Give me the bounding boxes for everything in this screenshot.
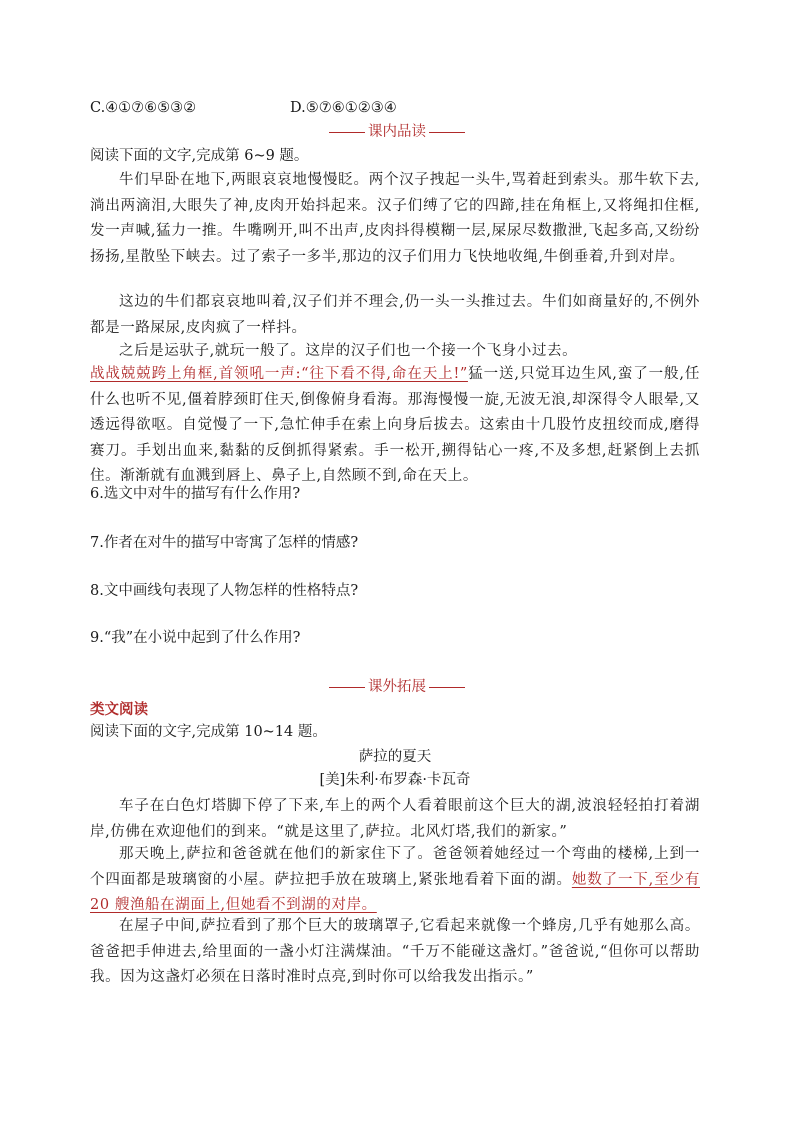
underlined-sentence: 战战兢兢跨上角框,首领吼一声:“往下看不得,命在天上!” — [90, 366, 468, 382]
passage1-paragraph-1: 牛们早卧在地下,两眼哀哀地慢慢眨。两个汉子拽起一头牛,骂着赶到索头。那牛软下去,淌出两滴泪,大眼失了神,皮肉开始抖起来。汉子们缚了它的四蹄,挂在角框上,又将绳扣住框,发一声喊,猛力一推。牛嘴咧开,叫不出声,皮肉抖得模糊一层,屎尿尽数撒泄,飞起多高,又纷纷扬扬,星散坠下峡去。过了索子一多半,那边的汉子们用力飞快地收绳,牛倒垂着,升到对岸。 — [90, 172, 700, 265]
question-7: 7.作者在对牛的描写中寄寓了怎样的情感? — [90, 535, 359, 551]
subheading-similar-reading: 类文阅读 — [90, 701, 148, 718]
section-title: 课外拓展 — [368, 679, 426, 695]
story-author: [美]朱利·布罗森·卡瓦奇 — [319, 772, 471, 788]
passage1-paragraph-2: 这边的牛们都哀哀地叫着,汉子们并不理会,仍一头一头推过去。牛们如商量好的,不例外都是一路屎尿,皮肉疯了一样抖。 — [90, 294, 700, 336]
story-paragraph-1: 车子在白色灯塔脚下停了下来,车上的两个人看着眼前这个巨大的湖,波浪轻轻拍打着湖岸,仿佛在欢迎他们的到来。“就是这里了,萨拉。北风灯塔,我们的新家。” — [90, 798, 700, 840]
passage1-paragraph-4 — [90, 362, 700, 490]
story-paragraph-2 — [90, 842, 700, 919]
question-8: 8.文中画线句表现了人物怎样的性格特点? — [90, 583, 359, 599]
option-d: D.⑤⑦⑥①②③④ — [290, 100, 397, 116]
story-paragraph-2-text: 那天晚上,萨拉和爸爸就在他们的新家住下了。爸爸领着她经过一个弯曲的楼梯,上到一个四面都是玻璃窗的小屋。萨拉把手放在玻璃上,紧张地看着下面的湖。 — [90, 846, 700, 888]
story-title: 萨拉的夏天 — [358, 749, 432, 765]
section-rule-left — [329, 687, 365, 688]
option-c: C.④①⑦⑥⑤③② — [90, 100, 197, 116]
section-rule-right — [429, 687, 465, 688]
section-header-in-class — [0, 122, 794, 142]
paragraph-4-rest: 猛一送,只觉耳边生风,蛮了一般,任什么也听不见,僵着脖颈盯住天,倒像俯身看海。那海慢慢一旋,无波无浪,却深得令人眼晕,又透远得欲呕。自觉慢了一下,急忙伸手在索上向身后拔去。这索由十几股竹皮扭绞而成,磨得赛刀。手划出血来,黏黏的反倒抓得紧索。手一松开,搠得钻心一疼,不及多想,赶紧倒上去抓住。渐渐就有血溅到唇上、鼻子上,自然顾不到,命在天上。 — [90, 366, 701, 484]
section-title: 课内品读 — [368, 124, 426, 140]
instruction-1: 阅读下面的文字,完成第 6~9 题。 — [90, 148, 309, 164]
question-6: 6.选文中对牛的描写有什么作用? — [90, 486, 301, 502]
section-header-extension — [0, 677, 794, 697]
underlined-sentence: 她数了一下,至少有 20 艘渔船在湖面上,但她看不到湖的对岸。 — [90, 871, 700, 913]
section-rule-left — [329, 132, 365, 133]
story-paragraph-3: 在屋子中间,萨拉看到了那个巨大的玻璃罩子,它看起来就像一个蜂房,几乎有她那么高。爸爸把手伸进去,给里面的一盏小灯注满煤油。“千万不能碰这盏灯。”爸爸说,“但你可以帮助我。因为这盏灯必须在日落时准时点亮,到时你可以给我发出指示。” — [90, 918, 700, 985]
instruction-2: 阅读下面的文字,完成第 10~14 题。 — [90, 724, 327, 740]
question-9: 9.“我”在小说中起到了什么作用? — [90, 630, 301, 646]
section-rule-right — [429, 132, 465, 133]
passage1-paragraph-3: 之后是运驮子,就玩一般了。这岸的汉子们也一个接一个飞身小过去。 — [119, 343, 578, 359]
